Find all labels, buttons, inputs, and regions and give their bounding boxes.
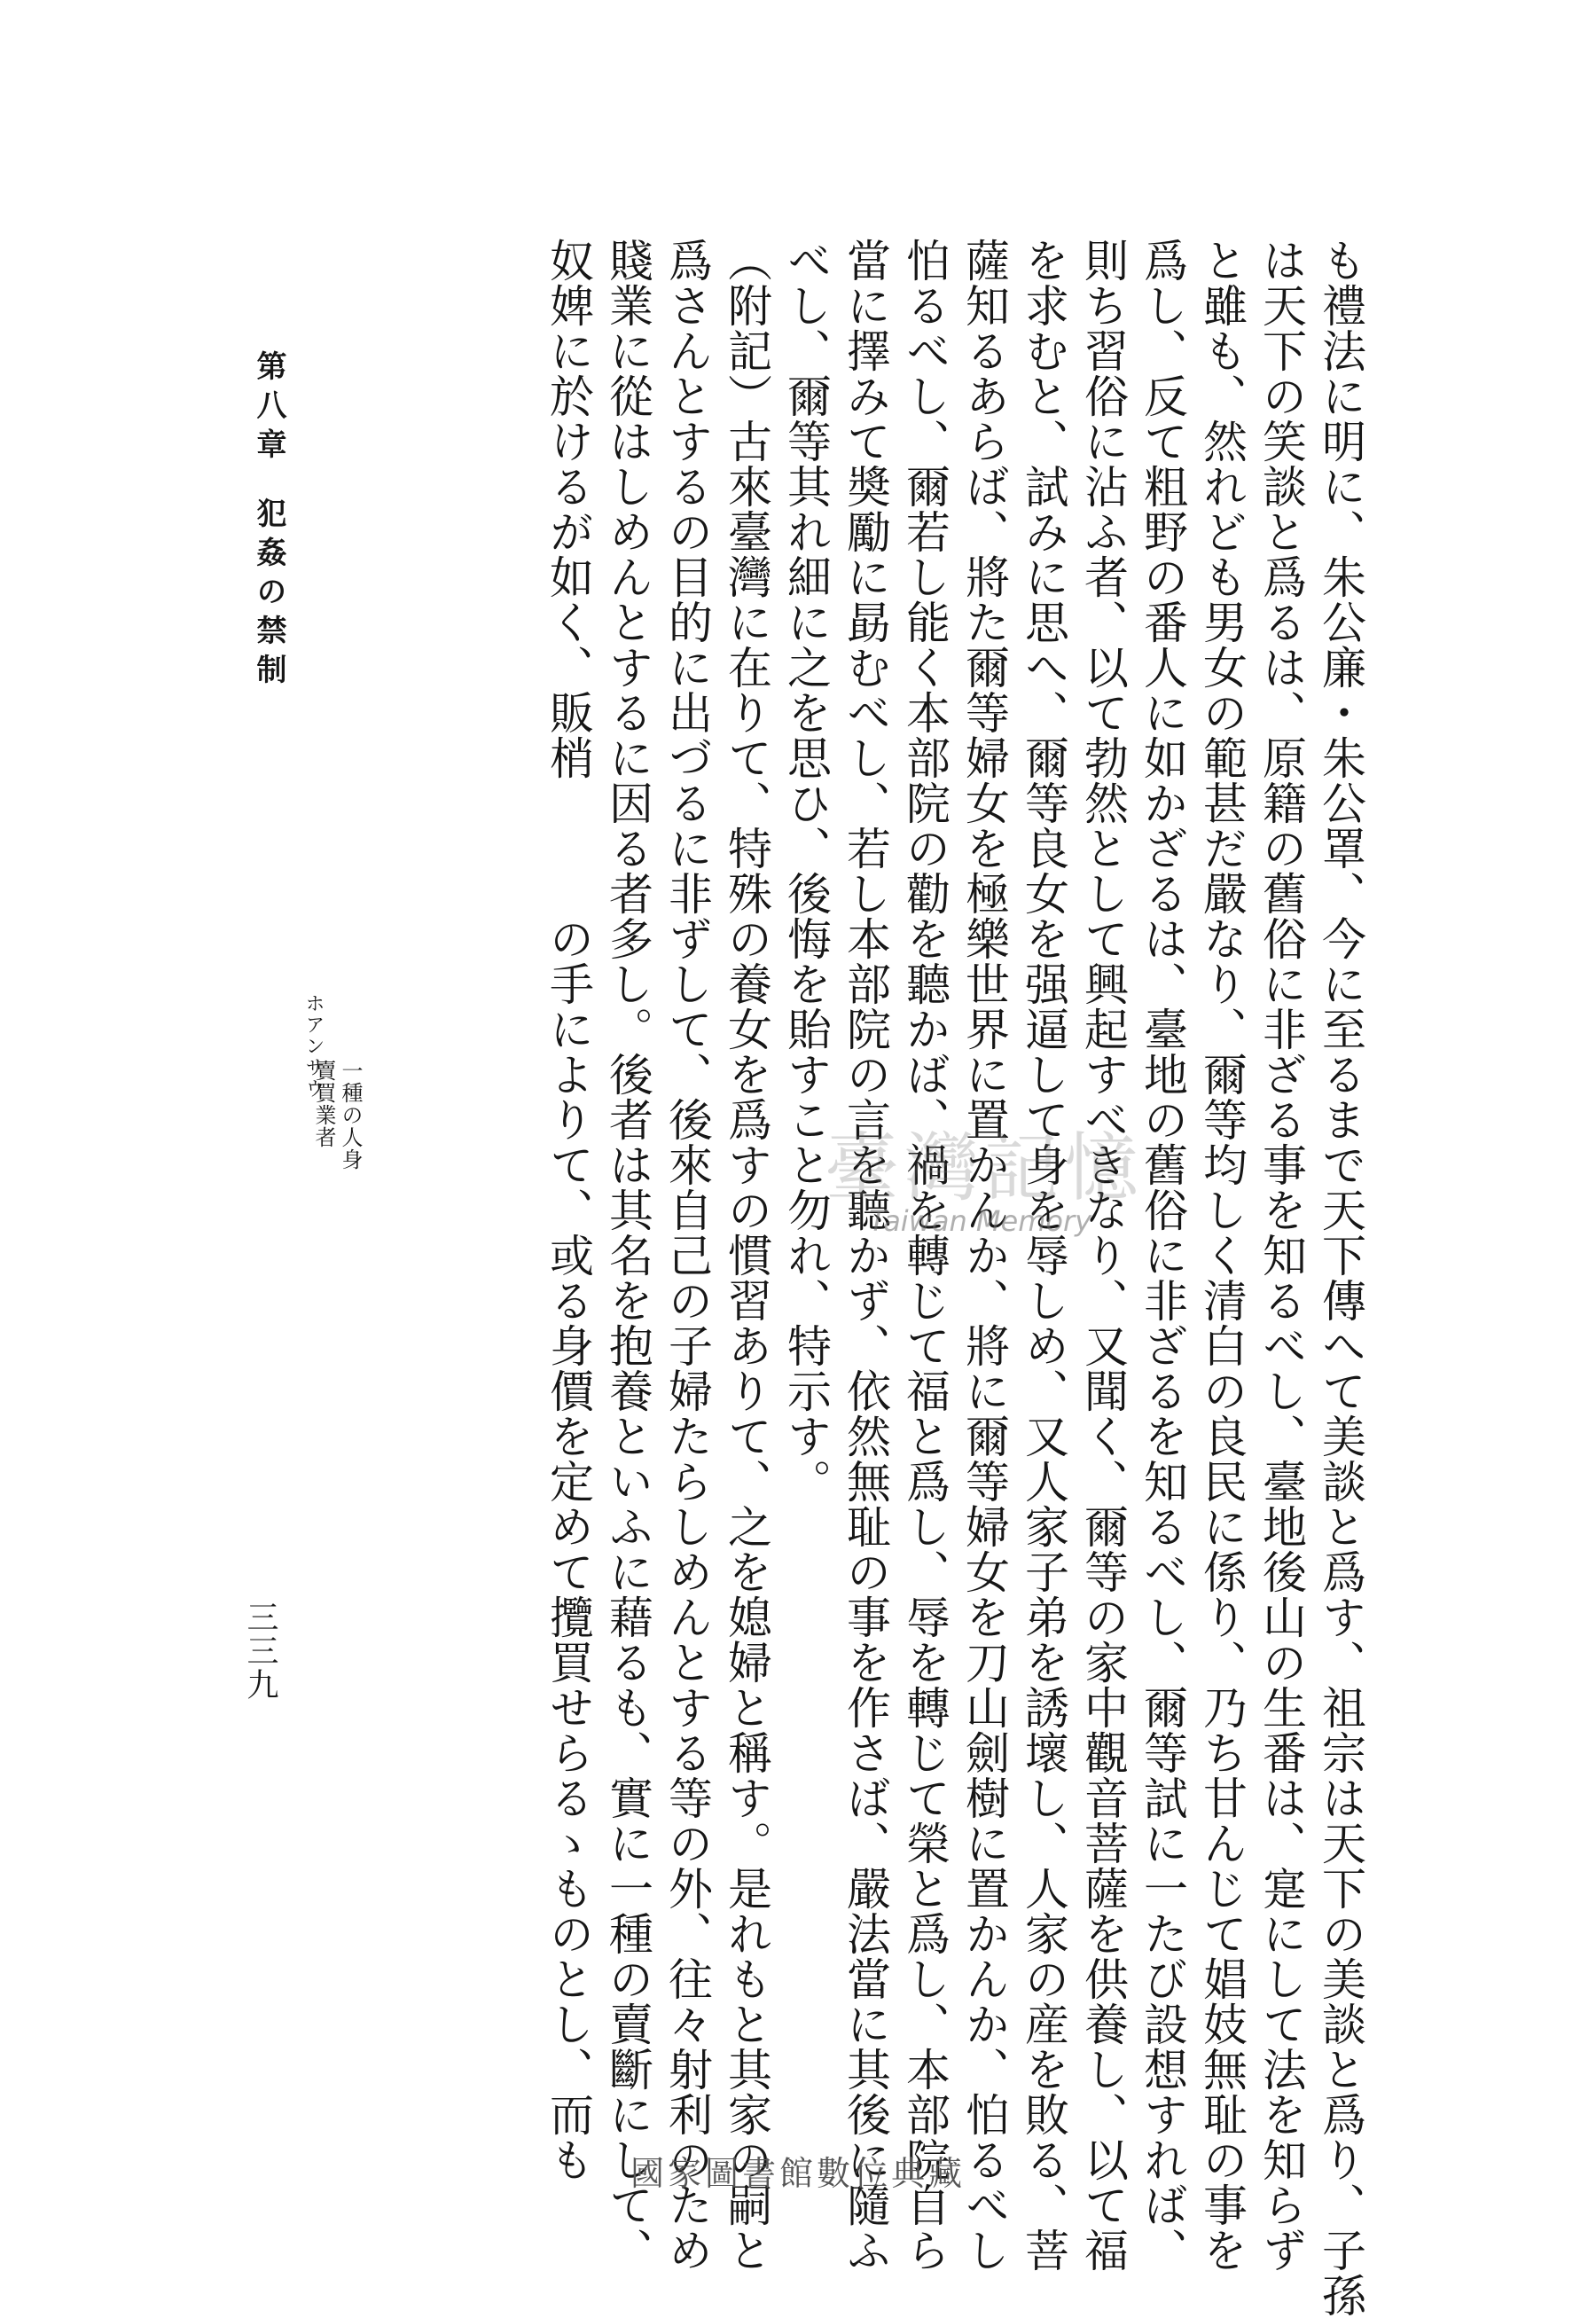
text-line-2: は天下の笑談と爲るは、原籍の舊俗に非ざる事を知るべし、臺地後山の生番は、寔にして法を知らず <box>1256 238 1307 2273</box>
text-line-8: 怕るべし、爾若し能く本部院の勸を聽かば、禍を轉じて福と爲し、辱を轉じて榮と爲し、本部院自ら <box>899 238 951 2273</box>
inline-note-line-2: 賣買業者 <box>311 1060 336 1148</box>
text-line-3: と雖も、然れども男女の範甚だ嚴なり、爾等均しく清白の良民に係り、乃ち甘んじて娼妓無耻の事を <box>1196 238 1248 2273</box>
text-line-1: も禮法に明に、朱公廉・朱公罩、今に至るまで天下傳へて美談と爲す、祖宗は天下の美談と爲り、子孫 <box>1315 238 1366 2318</box>
chapter-label: 第八章 <box>251 350 286 467</box>
watermark-subtitle: Taiwan Memory <box>869 1204 1092 1238</box>
text-line-6: を求むと、試みに思へ、爾等良女を强逼して身を辱しめ、又人家子弟を誘壞し、人家の産を敗る、菩 <box>1018 238 1069 2273</box>
text-line-12: 爲さんとするの目的に出づるに非ずして、後來自己の子婦たらしめんとする等の外、往々射利のため <box>661 238 713 2273</box>
watermark-title: 臺灣記憶 <box>825 1124 1145 1211</box>
footer-credit: 國家圖書館數位典藏 <box>630 2154 966 2193</box>
furigana-annotation: ホアンサウ <box>302 993 325 1100</box>
text-line-13: 賤業に從はしめんとするに因る者多し。後者は其名を抱養といふに藉るも、實に一種の賣斷にして、 <box>602 238 653 2273</box>
text-line-10: べし、爾等其れ細に之を思ひ、後悔を貽すこと勿れ、特示す。 <box>780 238 832 1504</box>
text-line-7: 薩知るあらば、將た爾等婦女を極樂世界に置かんか、將に爾等婦女を刀山劍樹に置かんか、怕るべし <box>958 238 1010 2273</box>
chapter-title: 犯姦の禁制 <box>251 497 286 693</box>
inline-note <box>310 1060 364 1171</box>
text-line-14: 奴婢に於けるが如く、販梢 の手によりて、或る身價を定めて攬買せらるゝものとし、而も <box>543 238 594 2182</box>
running-head <box>238 350 291 794</box>
text-line-11: （附記）古來臺灣に在りて、特殊の養女を爲すの慣習ありて、之を媳婦と稱す。是れもと其家の嗣と <box>721 238 772 2273</box>
text-line-4: 爲し、反て粗野の番人に如かざるは、臺地の舊俗に非ざるを知るべし、爾等試に一たび設想すれば、 <box>1137 238 1188 2273</box>
page-number: 三三九 <box>242 1601 278 1702</box>
text-line-9: 當に擇みて奬勵に勗むべし、若し本部院の言を聽かず、依然無耻の事を作さば、嚴法當に其後に隨ふ <box>840 238 891 2273</box>
inline-note-line-1: 一種の人身 <box>338 1060 363 1171</box>
text-line-5: 則ち習俗に沾ふ者、以て勃然として興起すべきなり、又聞く、爾等の家中觀音菩薩を供養し、以て福 <box>1077 238 1129 2273</box>
